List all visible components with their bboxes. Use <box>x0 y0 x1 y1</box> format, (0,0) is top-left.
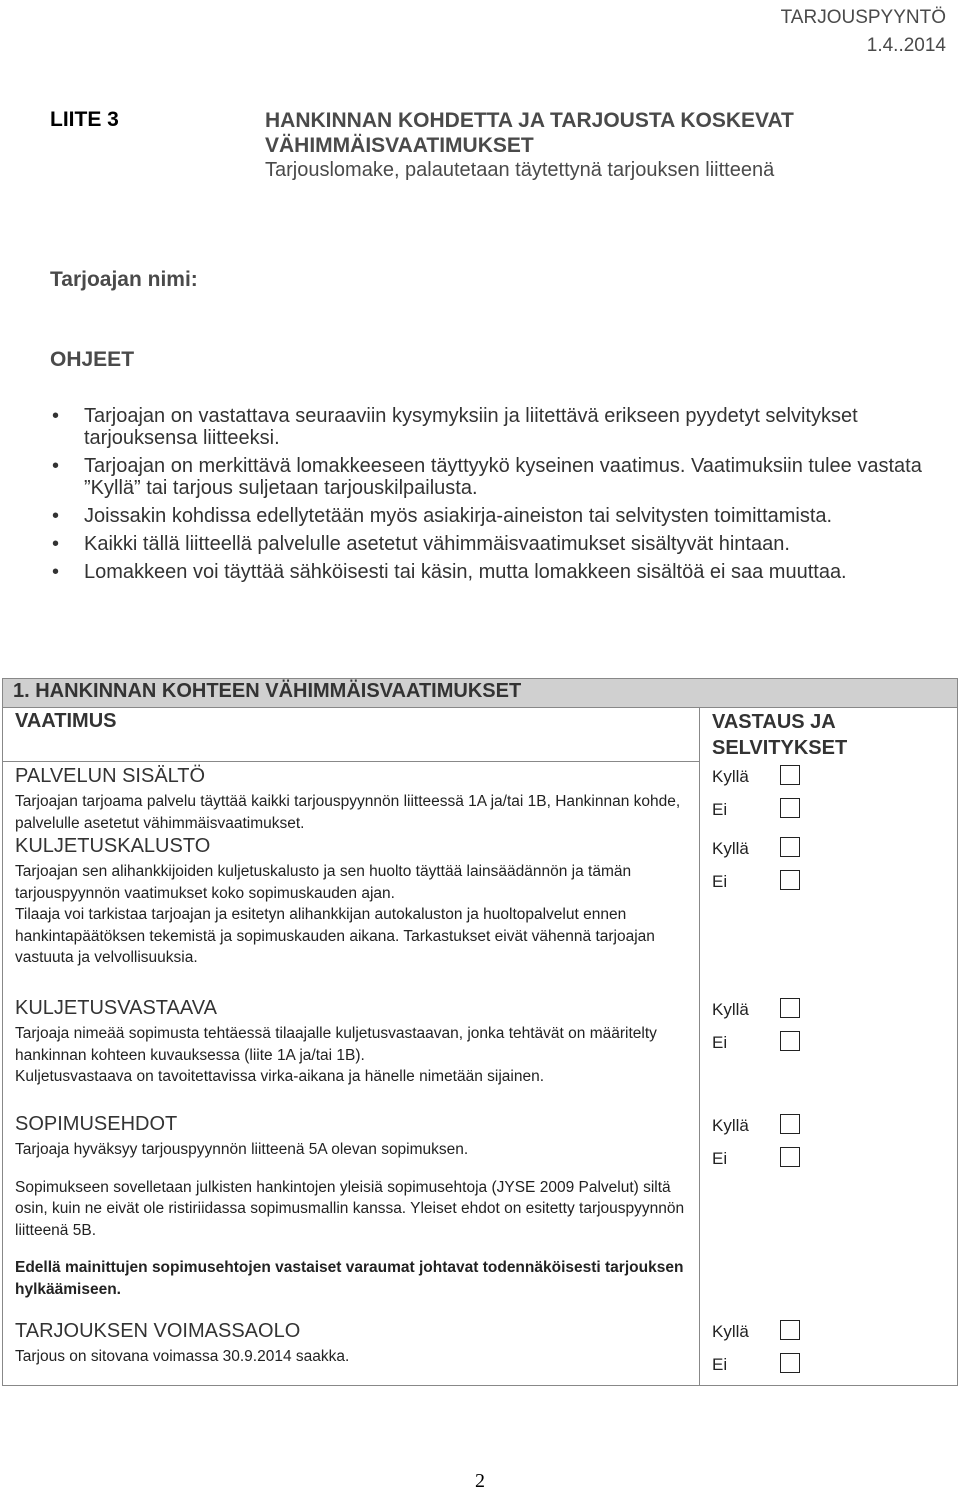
yes-checkbox[interactable] <box>780 1320 800 1340</box>
requirement-text: Tarjoaja nimeää sopimusta tehtäessä tilaajalle kuljetusvastaavan, jonka tehtävät on määritelty hankinnan kohteen kuvauksessa (liite 1A ja/tai 1B). <box>15 1025 657 1064</box>
yes-checkbox[interactable] <box>780 998 800 1018</box>
answer-column-header <box>712 709 847 761</box>
no-checkbox[interactable] <box>780 1147 800 1167</box>
yes-checkbox[interactable] <box>780 837 800 857</box>
requirement-warning: Edellä mainittujen sopimusehtojen vastaiset varaumat johtavat todennäköisesti tarjouksen hylkäämiseen. <box>15 1259 684 1298</box>
no-checkbox[interactable] <box>780 870 800 890</box>
requirement-title: KULJETUSVASTAAVA <box>15 997 217 1019</box>
requirement-column-header: VAATIMUS <box>15 710 117 732</box>
yes-label: Kyllä <box>712 1116 749 1135</box>
column-divider <box>699 707 700 1385</box>
instructions-list <box>48 405 928 589</box>
no-checkbox[interactable] <box>780 1031 800 1051</box>
answer-header-line1: VASTAUS JA <box>712 711 836 733</box>
instruction-item: • Lomakkeen voi täyttää sähköisesti tai käsin, mutta lomakkeen sisältöä ei saa muuttaa. <box>48 561 928 583</box>
table-section-header <box>3 679 957 708</box>
attachment-subtitle: Tarjouslomake, palautetaan täytettynä tarjouksen liitteenä <box>265 159 775 181</box>
requirement-title: PALVELUN SISÄLTÖ <box>15 765 206 787</box>
yes-label: Kyllä <box>712 767 749 786</box>
yes-label: Kyllä <box>712 1322 749 1341</box>
instruction-item: • Tarjoajan on vastattava seuraaviin kysymyksiin ja liitettävä erikseen pyydetyt selvitykset tarjouksensa liitteeksi. <box>48 405 928 449</box>
requirement-text: Tarjoajan tarjoama palvelu täyttää kaikki tarjouspyynnön liitteessä 1A ja/tai 1B, Hankinnan kohde, palvelulle asetetut vähimmäisvaatimukset. <box>15 793 681 832</box>
yes-checkbox[interactable] <box>780 765 800 785</box>
attachment-title-line2: VÄHIMMÄISVAATIMUKSET <box>265 134 534 157</box>
requirement-row <box>15 764 685 834</box>
requirement-text: Tilaaja voi tarkistaa tarjoajan ja esitetyn alihankkijan autokaluston ja huoltopalvelut ennen hankintapäätöksen tekemistä ja sopimuskauden aikana. Tarkastukset eivät vähennä tarjoajan vastuuta ja velvollisuuksia. <box>15 906 655 966</box>
requirement-title: KULJETUSKALUSTO <box>15 835 211 857</box>
requirement-row <box>15 1112 685 1300</box>
no-checkbox[interactable] <box>780 1353 800 1373</box>
yes-label: Kyllä <box>712 839 749 858</box>
requirement-text: Sopimukseen sovelletaan julkisten hankintojen yleisiä sopimusehtoja (JYSE 2009 Palvelut) siltä osin, kuin ne eivät ole ristiriidassa sopimusmallin kanssa. Yleiset ehdot on esitetty tarjouspyynnön liitteenä 5B. <box>15 1178 685 1239</box>
no-label: Ei <box>712 1149 728 1168</box>
instruction-item: • Kaikki tällä liitteellä palvelulle asetetut vähimmäisvaatimukset sisältyvät hintaan. <box>48 533 928 555</box>
yes-label: Kyllä <box>712 1000 749 1019</box>
no-label: Ei <box>712 1033 728 1052</box>
attachment-title-block <box>265 108 945 183</box>
requirement-text: Tarjous on sitovana voimassa 30.9.2014 saakka. <box>15 1348 350 1365</box>
requirement-row <box>15 996 685 1088</box>
instruction-item: • Joissakin kohdissa edellytetään myös asiakirja-aineiston tai selvitysten toimittamista. <box>48 505 928 527</box>
yes-checkbox[interactable] <box>780 1114 800 1134</box>
requirement-row <box>15 834 685 969</box>
attachment-label: LIITE 3 <box>50 108 119 131</box>
no-label: Ei <box>712 872 728 891</box>
requirement-text: Tarjoaja hyväksyy tarjouspyynnön liitteenä 5A olevan sopimuksen. <box>15 1141 469 1158</box>
requirement-row <box>15 1319 685 1368</box>
bidder-name-label: Tarjoajan nimi: <box>50 268 198 291</box>
document-date: 1.4..2014 <box>866 35 946 56</box>
answer-header-line2: SELVITYKSET <box>712 737 848 759</box>
document-type: TARJOUSPYYNTÖ <box>780 7 946 28</box>
requirement-title: TARJOUKSEN VOIMASSAOLO <box>15 1320 301 1342</box>
attachment-title-line1: HANKINNAN KOHDETTA JA TARJOUSTA KOSKEVAT <box>265 109 794 132</box>
requirement-title: SOPIMUSEHDOT <box>15 1113 178 1135</box>
instruction-item: • Tarjoajan on merkittävä lomakkeeseen täyttyykö kyseinen vaatimus. Vaatimuksiin tulee vastata ”Kyllä” tai tarjous suljetaan tarjouskilpailusta. <box>48 455 928 499</box>
no-label: Ei <box>712 1355 728 1374</box>
instructions-heading: OHJEET <box>50 348 135 371</box>
table-section-title: 1. HANKINNAN KOHTEEN VÄHIMMÄISVAATIMUKSET <box>13 680 522 702</box>
document-header <box>781 4 946 60</box>
no-label: Ei <box>712 800 728 819</box>
no-checkbox[interactable] <box>780 798 800 818</box>
requirements-table <box>2 678 958 1386</box>
requirement-text: Tarjoajan sen alihankkijoiden kuljetuskalusto ja sen huolto täyttää lainsäädännön ja tämän tarjouspyynnön vaatimukset koko sopimuskauden ajan. <box>15 863 632 902</box>
requirement-text: Kuljetusvastaava on tavoitettavissa virka-aikana ja hänelle nimetään sijainen. <box>15 1068 545 1085</box>
header-divider <box>3 761 699 762</box>
page-number: 2 <box>475 1470 485 1492</box>
